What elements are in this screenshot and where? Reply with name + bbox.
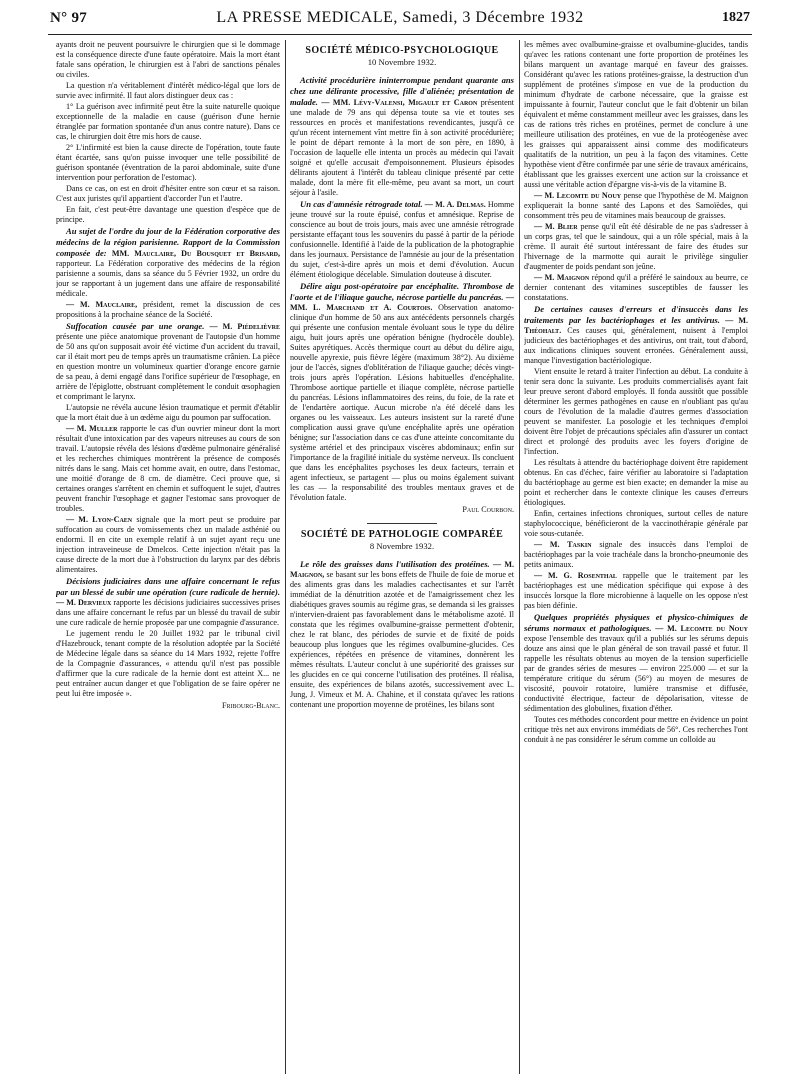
article-text: signale que la mort peut se produire par suffocation au cours de vomissements chez un malade asthénié ou endormi. Il en cite un exemple relatif à un sujet ayant reçu une injection intraveineuse de Dmelcos. Cette injection n'était pas la cause directe de la mort due à l'obstruction du larynx par des débris alimentaires. xyxy=(56,515,280,574)
journal-title: LA PRESSE MEDICALE, Samedi, 3 Décembre 1932 xyxy=(216,9,584,26)
article-text: rapporte les décisions judiciaires successives prises dans une affaire concernant le refus par un blessé du travail de subir une cure radicale de hernie proposée par une compagnie d'assurance. xyxy=(56,598,280,627)
section-heading: SOCIÉTÉ MÉDICO-PSYCHOLOGIQUE xyxy=(305,45,499,56)
author-names: — M. Mauclaire, xyxy=(66,300,138,309)
article-heading: Activité procédurière ininterrompue pendant quarante ans chez une délirante processive, fille d'aliénée; présentation de malade. xyxy=(290,75,514,107)
paragraph xyxy=(56,300,280,320)
column-left xyxy=(56,40,280,1072)
author-names: — M. Lyon-Caen xyxy=(66,515,133,524)
paragraph xyxy=(56,424,280,514)
article-heading: Délire aigu post-opératoire par encéphalite. Thrombose de l'aorte et de l'iliaque gauche, nécrose partielle du pancréas. xyxy=(290,281,514,302)
article-serums xyxy=(524,612,748,714)
paragraph: 1° La guérison avec infirmité peut être la suite naturelle quoique exceptionnelle de la maladie en cause (guérison d'une hernie étranglée par formation spontanée d'un anus contre nature). Dans ce cas, le chirurgien doit être mis hors de cause. xyxy=(56,102,280,141)
article-heading: Quelques propriétés physiques et physico-chimiques de sérums normaux et pathologiques. xyxy=(524,612,748,633)
section-date: 10 Novembre 1932. xyxy=(367,57,437,67)
author-names: — M. A. Delmas. xyxy=(424,200,486,209)
signature: Fribourg-Blanc. xyxy=(222,701,280,710)
article-heading: Un cas d'amnésie rétrograde total. xyxy=(300,199,423,209)
article-text: répond qu'il a préféré le saindoux au beurre, ce dernier contenant des vitamines susceptibles de fausser les constatations. xyxy=(524,273,748,302)
article-suffocation xyxy=(56,321,280,402)
article-decisions xyxy=(56,576,280,628)
section-date: 8 Novembre 1932. xyxy=(369,541,435,551)
header-rule xyxy=(48,34,752,35)
article-text: Homme jeune trouvé sur la route épuisé, confus et amnésique. Reprise de conscience au bout de trois jours, mais avec une amnésie rétrograde persistante effaçant tous les souvenirs du passé à partir de la période confusionnelle. Identifié à l'aide de la publication de la photographie dans les journaux. Persistance de l'amnésie au jour de la présentation du sujet, c'est-à-dire après un mois et demi d'évolution. Aucun élément étiologique décelable. Simulation douteuse à discuter. xyxy=(290,200,514,279)
article-text: se basant sur les bons effets de l'huile de foie de morue et des aliments gras dans les maladies cachectisantes et sur l'arrêt immédiat de la dénutrition azotée et de l'amaigrissement chez les diabétiques graves soumis au régime gras, se demanda si les graisses n'intervien-draient pas favorablement dans le métabolisme azoté. Il constata que les régimes ovalbumine-graisse permettent d'obtenir, chez le rat blanc, des périodes de survie et de fixité de poids beaucoup plus longues que les régimes ovalbumine-glucides. Ces expériences, répétées en présence de vitamines, donnèrent les mêmes résultats. L'auteur conclut à une supériorité des graisses sur les glucides en ce qui concerne l'utilisation des protéines. Il réalisa, ensuite, des expériences de bilans azotés, successivement avec L. Jung, J. Vimeux et M. A. Chahine, et il constata qu'avec les rations contenant une proportion moyenne de protéines, les bilans sont xyxy=(290,570,514,709)
author-names: — M. Lecomte du Nouy xyxy=(655,624,748,633)
paragraph: En fait, c'est peut-être davantage une question d'espèce que de principe. xyxy=(56,205,280,224)
article-heading: Le rôle des graisses dans l'utilisation des protéines. xyxy=(300,559,490,569)
article-text: Ces causes qui, généralement, nuisent à l'emploi judicieux des bactériophages et des antivirus, ont trait, tout d'abord, aux indications cliniques souvent erronées. Généralement aussi, manque l'investigation bactériologique. xyxy=(524,326,748,365)
author-names: — M. Maignon xyxy=(534,273,590,282)
section-heading: SOCIÉTÉ DE PATHOLOGIE COMPARÉE xyxy=(300,529,504,540)
article-activite xyxy=(290,75,514,198)
article-text: président, remet la discussion de ces propositions à la prochaine séance de la Société. xyxy=(56,300,280,319)
article-federation xyxy=(56,226,280,299)
paragraph xyxy=(524,222,748,272)
article-text: rapporteur. La Fédération corporative des médecins de la région parisienne a soumis, dans sa séance du 5 Février 1932, un ordre du jour se rapportant à un jugement dans une affaire de responsabilité médicale. xyxy=(56,259,280,298)
paragraph xyxy=(524,540,748,570)
paragraph: Vient ensuite le retard à traiter l'infection au début. La conduite à tenir sera donc la suivante. Les produits commercialisés ayant fait leur preuve seront d'abord employés. Il fonda aussitôt que possible déterminer les germes pathogènes en cause en n'oubliant pas qu'au cours de l'évolution de la maladie d'autres germes d'association peuvent se manifester. La posologie et les techniques d'emploi doivent être l'objet de précautions spéciales afin d'assurer un contact direct et prolongé des produits avec les foyers d'origine de l'infection. xyxy=(524,367,748,456)
column-divider xyxy=(519,40,520,1074)
column-middle xyxy=(290,40,514,1072)
paragraph: L'autopsie ne révéla aucune lésion traumatique et permit d'établir que la mort était due à un œdème aigu du poumon par suffocation. xyxy=(56,403,280,422)
article-text: Observation anatomo-clinique d'un homme de 50 ans aux antécédents personnels chargés qui présente une confusion mentale évoluant sous le type du délire aigu, huit jours après une opération bénigne (hydrocèle double). Suites apyrétiques. Accès thermique court au début du délire aigu, nouvelle apyrexie, puis fièvre légère (maximum 38°2). Au dixième jour de l'accès, signes d'oblitération de l'iliaque gauche; décès vingt-trois jours après l'opération. Lésions habituelles d'encéphalite. Thrombose aortique partielle et iliaque complète, nécrose partielle du pancréas. Lésions inflammatoires des reins, du foie, de la rate et de l'endartère aortique. Aucun microbe n'a été décelé dans les organes ou les vaisseaux. Les auteurs insistent sur la rareté d'une complication aussi grave qu'une encéphalite après une opération bénigne; sur l'association dans ce cas d'une atteinte concomitante du système artériel et des principaux viscères abdominaux; enfin sur l'importance de la fragilité initiale du système nerveux. Ils concluent que dans les encéphalites psychoses les deux facteurs, terrain et agent infectieux, se partagent — plus ou moins également suivant les cas — la responsabilité des troubles mentaux graves et de l'évolution fatale. xyxy=(290,303,514,502)
article-heading: Au sujet de l'ordre du jour de la Fédération corporative des médecins de la région parisienne. Rapport de la Commission composée de: xyxy=(56,226,280,258)
author-names: — M. Taskin xyxy=(534,540,592,549)
article-heading: Décisions judiciaires dans une affaire concernant le refus par un blessé de subir une opération (cure radicale de hernie). xyxy=(56,576,280,597)
author-names: MM. Mauclaire, Du Bousquet et Brisard, xyxy=(111,249,280,258)
paragraph: Le jugement rendu le 20 Juillet 1932 par le tribunal civil d'Hazebrouck, tenant compte de la résolution adoptée par la Société de Médecine légale dans sa séance du 14 Mars 1932, rejette l'offre de la Compagnie d'assurances, « attendu qu'il n'est pas possible d'affirmer que la cure radicale de la hernie dont est atteint X... ne peut entraîner aucun danger et que l'obligation de se faire opérer ne peut lui être imposée ». xyxy=(56,629,280,698)
author-names: — MM. L. Marchand et A. Courtois. xyxy=(290,293,514,312)
page-header xyxy=(50,6,750,34)
author-names: — M. Maignon, xyxy=(290,560,514,579)
column-divider xyxy=(285,40,286,1074)
section-separator xyxy=(367,523,437,524)
paragraph: Dans ce cas, on est en droit d'hésiter entre son cœur et sa raison. C'est aux juristes qu'il appartient d'accorder l'un et l'autre. xyxy=(56,184,280,203)
author-names: — M. Théohalt. xyxy=(524,316,748,335)
paragraph: ayants droit ne peuvent poursuivre le chirurgien que si le dommage est la conséquence directe d'une faute opératoire. Mais la mort étant fatale sans opération, le chirurgien est à l'abri de sanctions pénales ou civiles. xyxy=(56,40,280,79)
page-number: 1827 xyxy=(722,10,750,25)
author-names: — M. Muller xyxy=(66,424,118,433)
article-text: pense qu'il eût été désirable de ne pas s'adresser à un corps gras, tel que le saindoux, qui a un rôle spécial, mais à la crème. Il aurait été surtout intéressant de faire des études sur l'hivernage de la marmotte qui aurait le privilège singulier d'augmenter de poids pendant son jeûne. xyxy=(524,222,748,271)
article-bacteriophages xyxy=(524,304,748,366)
issue-number: N° 97 xyxy=(50,10,88,26)
article-text: pense que l'hypothèse de M. Maignon expliquerait la bonne santé des Lapons et des Samoïèdes, qui consomment très peu de vitamines mais beaucoup de graisses. xyxy=(524,191,748,220)
article-text: rapporte le cas d'un ouvrier mineur dont la mort résultait d'une intoxication par des vapeurs nitreuses au cours de son travail. L'autopsie révéla des lésions d'œdème pulmonaire généralisé et les recherches chimiques montrèrent la présence de composés nitrés dans le sang. Mais cet homme avait, en outre, dans l'estomac, une moitié d'orange de 8 cm. de diamètre. Ceci prouve que, si certaines oranges s'arrêtent en chemin et suffoquent le sujet, d'autres peuvent franchir l'œsophage et gagner l'estomac sans provoquer de troubles. xyxy=(56,424,280,513)
paragraph xyxy=(524,273,748,303)
article-amnesie xyxy=(290,199,514,280)
article-text: signale des insuccès dans l'emploi de bactériophages par la voie trachéale dans la broncho-pneumonie des petits animaux. xyxy=(524,540,748,569)
column-right xyxy=(524,40,748,1072)
article-delire xyxy=(290,281,514,503)
paragraph: Enfin, certaines infections chroniques, surtout celles de nature staphylococcique, bénéficieront de la vaccinothérapie générale par voie sous-cutanée. xyxy=(524,509,748,538)
author-names: — MM. Lévy-Valensi, Migault et Caron xyxy=(321,98,478,107)
article-text: présentent une malade de 79 ans qui dépensa toute sa vie et toutes ses ressources en procès et manifestations revendicantes, jusqu'à ce qu'un récent internement vînt mettre fin à son activité procédurière; le point de départ remonte à la mort de son père, en 1890, à l'occasion de laquelle elle intenta un procès au médecin qui l'avait soigné et qu'elle accusait d'empoisonnement. Plusieurs épisodes délirants ajoutent à l'intérêt du tableau clinique présenté par cette malade, dont la mère fit elle-même, peu avant sa mort, un court séjour à l'asile. xyxy=(290,98,514,197)
author-names: — M. Dervieux xyxy=(56,598,112,607)
author-names: — M. Blier xyxy=(534,222,578,231)
article-text: rappelle que le traitement par les bactériophages est une médication spécifique qui expose à des insuccès lorsque la flore microbienne à laquelle on les oppose n'est pas bien définie. xyxy=(524,571,748,610)
article-text: présente une pièce anatomique provenant de l'autopsie d'un homme de 50 ans qu'on supposait avoir été victime d'un accident du travail, car il était mort peu de temps après un traumatisme crânien. La pièce en question montre un volumineux quartier d'orange encore garnie de sa peau, à demi engagé dans l'orifice supérieur de l'œsophage, en arrière de l'épiglotte, obstruant complètement le conduit œsophagien et comprimant le larynx. xyxy=(56,332,280,401)
author-names: — M. G. Rosenthal xyxy=(534,571,617,580)
article-heading: De certaines causes d'erreurs et d'insuccès dans les traitements par les bactériophages et les antivirus. xyxy=(524,304,748,325)
paragraph xyxy=(524,191,748,221)
article-graisses xyxy=(290,559,514,710)
paragraph: 2° L'infirmité est bien la cause directe de l'opération, toute faute étant écartée, sans qu'on puisse invoquer une telle possibilité de guérison spontanée (éventration de la paroi abdominale, suite d'une intervention pour perforation de l'estomac). xyxy=(56,143,280,182)
article-text: expose l'ensemble des travaux qu'il a publiés sur les sérums depuis douze ans ainsi que le plan général de son travail passé et futur. Il rappelle les résultats obtenus au moyen de la tension superficielle par de grandes séries de mesures — environ 225.000 — et sur la température critique du sérum (56°) au moyen de mesures de viscosité, pouvoir rotatoire, lumière transmise et diffusée, conductivité électrique, facteur de dépolarisation, vitesse de sédimentation des globulines, fixation d'éther. xyxy=(524,634,748,713)
paragraph xyxy=(56,515,280,575)
author-names: — M. Piédelièvre xyxy=(209,322,280,331)
paragraph xyxy=(524,571,748,611)
author-names: — M. Lecomte du Nouy xyxy=(534,191,622,200)
paragraph: les mêmes avec ovalbumine-graisse et ovalbumine-glucides, tandis qu'avec les rations contenant une forte proportion de protéines les bilans marquent un avantage marqué en faveur des graisses. Considérant qu'avec les rations protéines-graisse, la destruction d'un supplément de protéines s'impose en vue de la production du minimum d'hydrate de carbone nécessaire, que la graisse est impuissante à fournir, l'auteur conclut que le fait d'obtenir un bilan équivalent et même constamment meilleur avec les graisses, dans les cas de rations très riches en protéines, permet de conclure à une meilleure utilisation des protéines, en vue de la protéogenèse avec les graisses qui apparaissent ainsi comme des modificateurs qualitatifs de la nutrition, un peu à la façon des vitamines. Cette hypothèse vient d'être confirmée par une série de travaux américains, établissant que les graisses exercent une action sur la croissance et aussi une véritable action d'épargne vis-à-vis de la vitamine B. xyxy=(524,40,748,189)
paragraph: Les résultats à attendre du bactériophage doivent être rapidement obtenus. En cas d'échec, faire vérifier au laboratoire si l'adaptation du bactériophage au germe est bien exacte; en demander la mise au point et rechercher dans le contexte clinique les causes d'erreurs étiologiques. xyxy=(524,458,748,507)
paragraph: La question n'a véritablement d'intérêt médico-légal que lors de survie avec infirmité. Il faut alors distinguer deux cas : xyxy=(56,81,280,100)
article-heading: Suffocation causée par une orange. xyxy=(66,321,205,331)
paragraph: Toutes ces méthodes concordent pour mettre en évidence un point critique très net aux environs immédiats de 56°. Ces recherches l'ont conduit à ne pas considérer le sérum comme un colloïde au xyxy=(524,715,748,744)
signature: Paul Courbon. xyxy=(462,505,514,514)
